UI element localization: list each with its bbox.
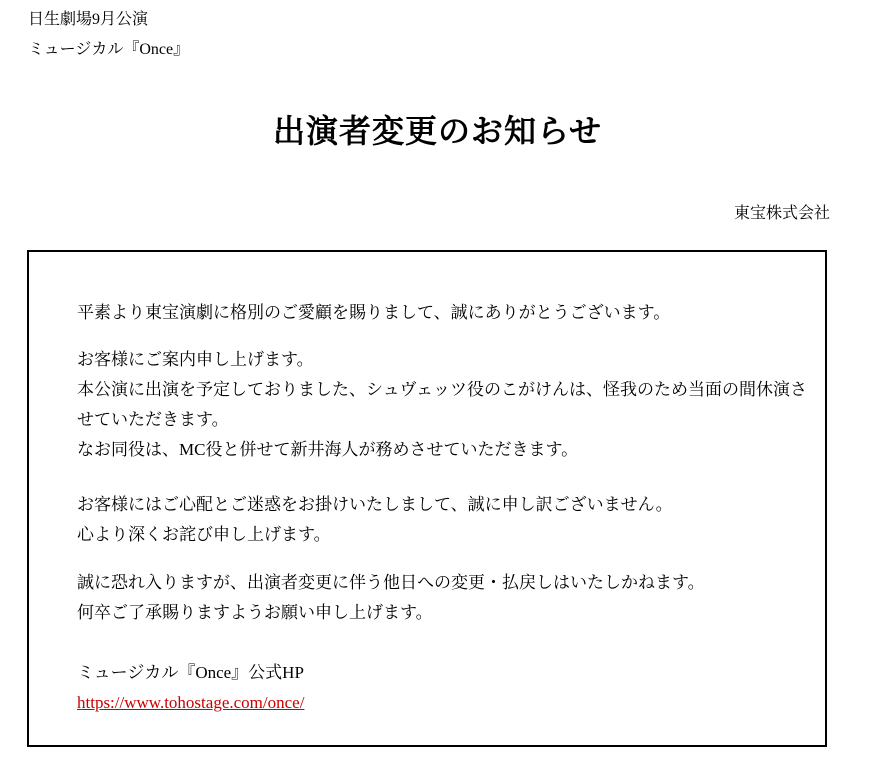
official-site-link[interactable]: https://www.tohostage.com/once/ (77, 693, 305, 712)
company-name: 東宝株式会社 (733, 205, 830, 222)
notice-line: なお同役は、MC役と併せて新井海人が務めさせていただきます。 (77, 440, 579, 459)
venue-performance-line: 日生劇場9月公演 (28, 11, 149, 28)
notice-line: お客様にご案内申し上げます。 (77, 350, 314, 369)
notice-box (27, 250, 827, 747)
greeting-paragraph (77, 298, 797, 328)
official-hp-label: ミュージカル『Once』公式HP (77, 663, 304, 682)
announcement-paragraph (77, 345, 807, 465)
notice-line: 心より深くお詫び申し上げます。 (77, 525, 331, 544)
notice-line: 本公演に出演を予定しておりました、シュヴェッツ役のこがけんは、怪我のため当面の間休演さ (77, 380, 807, 399)
document-header (28, 5, 189, 65)
show-title-line: ミュージカル『Once』 (28, 41, 190, 58)
notice-line: お客様にはご心配とご迷惑をお掛けいたしまして、誠に申し訳ございません。 (77, 495, 673, 514)
page-title: 出演者変更のお知らせ (272, 113, 603, 149)
notice-line: 何卒ご了承賜りますようお願い申し上げます。 (77, 603, 433, 622)
refund-policy-paragraph (77, 568, 797, 628)
notice-line: 誠に恐れ入りますが、出演者変更に伴う他日への変更・払戻しはいたしかねます。 (77, 573, 705, 592)
notice-line: 平素より東宝演劇に格別のご愛顧を賜りまして、誠にありがとうございます。 (77, 303, 671, 322)
official-site-block (77, 658, 797, 718)
notice-line: せていただきます。 (77, 410, 229, 429)
apology-paragraph (77, 490, 797, 550)
